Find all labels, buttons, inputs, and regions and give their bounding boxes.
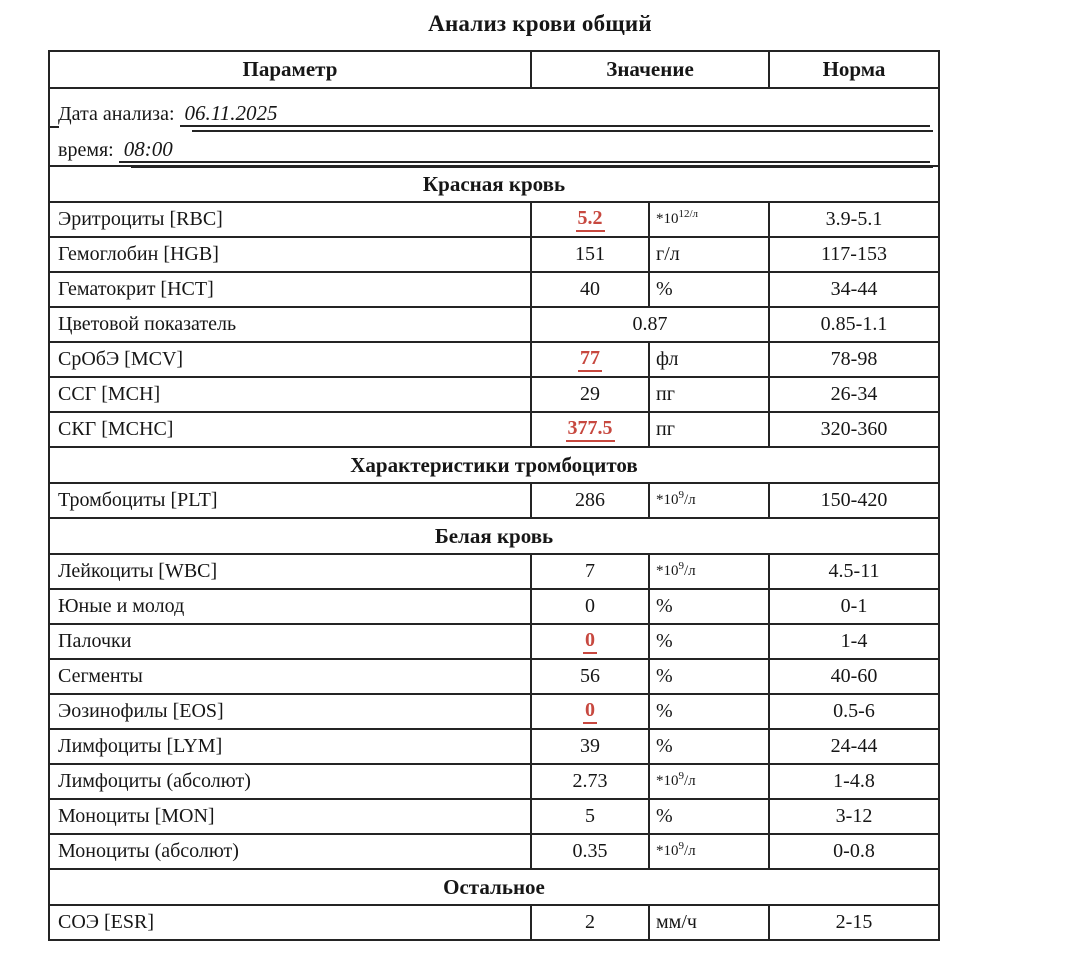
section-row <box>49 869 939 905</box>
parameter-cell: Лимфоциты (абсолют) <box>49 764 531 799</box>
meta-cell <box>49 88 939 166</box>
analysis-date-line <box>58 89 930 127</box>
table-row <box>49 202 939 237</box>
parameter-cell: СрОбЭ [MCV] <box>49 342 531 377</box>
parameter-cell: Моноциты (абсолют) <box>49 834 531 869</box>
value-cell <box>531 412 649 447</box>
parameter-cell: Эритроциты [RBC] <box>49 202 531 237</box>
time-underline <box>119 138 930 163</box>
parameter-cell: Цветовой показатель <box>49 307 531 342</box>
value-text: 151 <box>575 243 605 265</box>
unit-cell: $*10^9/л$ <box>649 764 769 799</box>
parameter-cell: СОЭ [ESR] <box>49 905 531 940</box>
value-text: 7 <box>585 560 595 582</box>
norm-cell: 3-12 <box>769 799 939 834</box>
norm-cell: 0.5-6 <box>769 694 939 729</box>
abnormal-value: 77 <box>578 347 602 372</box>
unit-cell: % <box>649 272 769 307</box>
page-title: Анализ крови общий <box>428 11 652 36</box>
section-row <box>49 447 939 483</box>
parameter-cell: ССГ [MCH] <box>49 377 531 412</box>
section-row <box>49 518 939 554</box>
norm-cell: 0-1 <box>769 589 939 624</box>
value-text: 56 <box>580 665 600 687</box>
table-row <box>49 342 939 377</box>
time-label: время: <box>58 139 114 161</box>
unit-cell: % <box>649 799 769 834</box>
blood-test-table <box>48 50 940 941</box>
unit-cell: пг <box>649 377 769 412</box>
unit-cell: % <box>649 694 769 729</box>
value-cell <box>531 272 649 307</box>
unit-cell: $*10^9/л$ <box>649 834 769 869</box>
table-row <box>49 834 939 869</box>
norm-cell: 1-4.8 <box>769 764 939 799</box>
value-text: 0 <box>585 595 595 617</box>
value-cell <box>531 342 649 377</box>
unit-cell: фл <box>649 342 769 377</box>
column-header-norm: Норма <box>769 51 939 88</box>
abnormal-value: 377.5 <box>566 417 615 442</box>
value-text: 0.87 <box>632 313 668 335</box>
value-cell <box>531 307 769 342</box>
unit-cell: г/л <box>649 237 769 272</box>
column-header-value: Значение <box>531 51 769 88</box>
section-title: Белая кровь <box>49 518 939 554</box>
value-text: 39 <box>580 735 600 757</box>
column-header-parameter: Параметр <box>49 51 531 88</box>
abnormal-value: 0 <box>583 629 597 654</box>
value-text: 2.73 <box>572 770 608 792</box>
parameter-cell: Юные и молод <box>49 589 531 624</box>
value-cell <box>531 905 649 940</box>
header-row <box>49 51 939 88</box>
table-row <box>49 272 939 307</box>
value-text: 0.35 <box>572 840 608 862</box>
section-title: Остальное <box>49 869 939 905</box>
value-text: 286 <box>575 489 605 511</box>
unit-cell: мм/ч <box>649 905 769 940</box>
table-row <box>49 237 939 272</box>
value-cell <box>531 729 649 764</box>
table-row <box>49 589 939 624</box>
unit-cell: пг <box>649 412 769 447</box>
value-cell <box>531 589 649 624</box>
section-title: Характеристики тромбоцитов <box>49 447 939 483</box>
norm-cell: 34-44 <box>769 272 939 307</box>
table-row <box>49 624 939 659</box>
value-text: 2 <box>585 911 595 933</box>
norm-cell: 320-360 <box>769 412 939 447</box>
parameter-cell: Лимфоциты [LYM] <box>49 729 531 764</box>
value-cell <box>531 483 649 518</box>
value-cell <box>531 799 649 834</box>
section-row <box>49 166 939 202</box>
norm-cell: 3.9-5.1 <box>769 202 939 237</box>
value-cell <box>531 554 649 589</box>
parameter-cell: СКГ [MCHC] <box>49 412 531 447</box>
norm-cell: 0-0.8 <box>769 834 939 869</box>
parameter-cell: Сегменты <box>49 659 531 694</box>
value-text: 29 <box>580 383 600 405</box>
table-row <box>49 764 939 799</box>
value-cell <box>531 202 649 237</box>
table-row <box>49 412 939 447</box>
norm-cell: 117-153 <box>769 237 939 272</box>
parameter-cell: Гемоглобин [HGB] <box>49 237 531 272</box>
table-row <box>49 307 939 342</box>
norm-cell: 24-44 <box>769 729 939 764</box>
unit-cell: $*10^{12/л}$ <box>649 202 769 237</box>
norm-cell: 150-420 <box>769 483 939 518</box>
norm-cell: 4.5-11 <box>769 554 939 589</box>
value-cell <box>531 237 649 272</box>
meta-row <box>49 88 939 166</box>
analysis-time-line <box>58 129 930 163</box>
table-row <box>49 659 939 694</box>
table-row <box>49 554 939 589</box>
abnormal-value: 5.2 <box>576 207 605 232</box>
date-underline <box>180 102 930 127</box>
table-row <box>49 483 939 518</box>
norm-cell: 40-60 <box>769 659 939 694</box>
value-text: 40 <box>580 278 600 300</box>
table-row <box>49 377 939 412</box>
parameter-cell: Моноциты [MON] <box>49 799 531 834</box>
parameter-cell: Гематокрит [HCT] <box>49 272 531 307</box>
abnormal-value: 0 <box>583 699 597 724</box>
parameter-cell: Палочки <box>49 624 531 659</box>
value-cell <box>531 834 649 869</box>
norm-cell: 0.85-1.1 <box>769 307 939 342</box>
value-cell <box>531 659 649 694</box>
value-cell <box>531 377 649 412</box>
value-text: 5 <box>585 805 595 827</box>
norm-cell: 26-34 <box>769 377 939 412</box>
norm-cell: 1-4 <box>769 624 939 659</box>
value-cell <box>531 764 649 799</box>
date-label: Дата анализа: <box>58 103 175 125</box>
unit-cell: % <box>649 589 769 624</box>
unit-cell: $*10^9/л$ <box>649 483 769 518</box>
table-row <box>49 729 939 764</box>
unit-cell: $*10^9/л$ <box>649 554 769 589</box>
table-row <box>49 905 939 940</box>
date-value: 06.11.2025 <box>184 101 278 126</box>
value-cell <box>531 694 649 729</box>
parameter-cell: Тромбоциты [PLT] <box>49 483 531 518</box>
unit-cell: % <box>649 729 769 764</box>
table-row <box>49 694 939 729</box>
norm-cell: 78-98 <box>769 342 939 377</box>
time-value: 08:00 <box>123 137 173 162</box>
parameter-cell: Лейкоциты [WBC] <box>49 554 531 589</box>
unit-cell: % <box>649 624 769 659</box>
table-row <box>49 799 939 834</box>
unit-cell: % <box>649 659 769 694</box>
norm-cell: 2-15 <box>769 905 939 940</box>
parameter-cell: Эозинофилы [EOS] <box>49 694 531 729</box>
value-cell <box>531 624 649 659</box>
section-title: Красная кровь <box>49 166 939 202</box>
